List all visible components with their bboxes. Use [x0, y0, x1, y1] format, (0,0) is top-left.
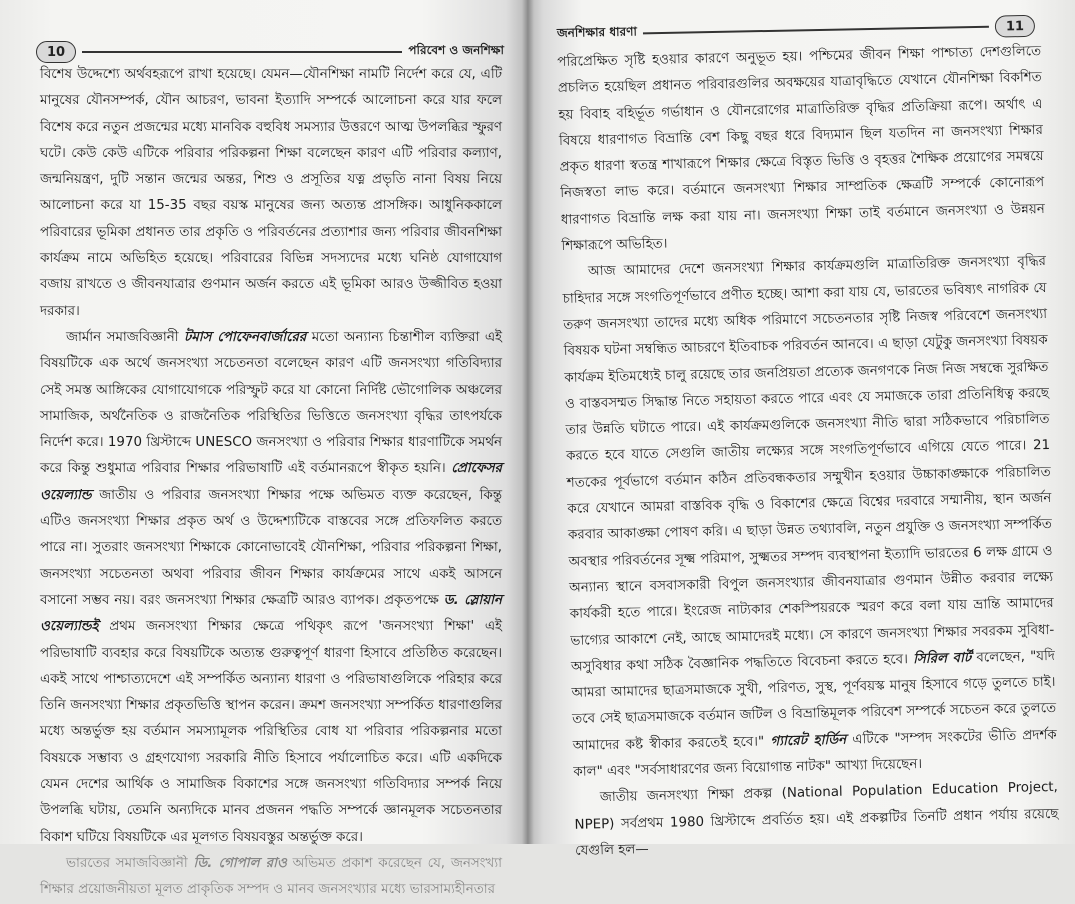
paragraph-text: প্রথম জনসংখ্যা শিক্ষার ক্ষেত্রে পথিকৃৎ রূপে 'জনসংখ্যা শিক্ষা' এই পরিভাষাটি ব্যবহার করে বিষয়টিকে অত্যন্ত গুরুত্বপূর্ণ ধারণা হিসাবে প্রতিষ্ঠিত করেছেন। একই সাথে পাশ্চাত্যদেশে এই সম্পর্কিত অন্যান্য ধারণা ও পরিভাষাগুলিকে পরিহার করে তিনি জনসংখ্যা শিক্ষার প্রকৃতভিত্তি স্থাপন করেন। ক্রমশ জনসংখ্যা সম্পর্কিত ধারণাগুলির মধ্যে অন্তর্ভুক্ত হয় বর্তমান সমস্যামূলক পরিস্থিতির বোধ যা পরিবার পরিকল্পনার মতো বিষয়কে সম্ভাব্য ও গ্রহণযোগ্য সরকারি নীতি হিসাবে পর্যালোচিত করে। এটি একদিকে যেমন দেশের আর্থিক ও সামাজিক বিকাশের সঙ্গে জনসংখ্যা গতিবিদ্যার সম্পর্ক নিয়ে উপলব্ধি ঘটায়, তেমনি অন্যদিকে মানব প্রজনন পদ্ধতি সম্পর্কে জ্ঞানমূলক সচেতনতার বিকাশ ঘটিয়ে বিষয়টিকে এর মূলগত বিষয়বস্তুর অন্তর্ভুক্ত করে।: [40, 619, 502, 845]
header-rule: [643, 26, 989, 35]
paragraph-text: জাতীয় জনসংখ্যা শিক্ষা প্রকল্প (National Population Education Project, NPEP) সর্বপ্রথম 1980 খ্রিস্টাব্দে প্রবর্তিত হয়। এই প্রকল্পটির তিনটি প্রধান পর্যায় রয়েছে যেগুলি হল—: [574, 780, 1059, 859]
paragraph-text: মতো অন্যান্য চিন্তাশীল ব্যক্তিরা এই বিষয়টিকে এক অর্থে জনসংখ্যা সচেতনতা বলেছেন কারণ এটি জনসংখ্যা গতিবিদ্যার সেই সমস্ত আঙ্গিকের যোগাযোগকে পরিস্ফুট করে যা কোনো নির্দিষ্ট ভৌগোলিক অঞ্চলের সামাজিক, অর্থনৈতিক ও রাজনৈতিক পরিস্থিতির ভিত্তিতে জনসংখ্যা বৃদ্ধির তাৎপর্যকে নির্দেশ করে। 1970 খ্রিস্টাব্দে UNESCO জনসংখ্যা ও পরিবার শিক্ষার ধারণাটিকে সমর্থন করে কিন্তু শুধুমাত্র পরিবার শিক্ষার পরিভাষাটি এই বর্তমানরূপে স্বীকৃত হয়নি।: [40, 329, 502, 477]
left-page-body: [40, 62, 502, 904]
emphasized-name: সিরিল বার্ট: [912, 650, 972, 667]
emphasized-name: ডি. গোপাল রাও: [193, 855, 287, 871]
paragraph-text: জার্মান সমাজবিজ্ঞানী: [66, 329, 185, 345]
emphasized-name: প্রোফেসর ওয়েল্যান্ড: [40, 461, 502, 503]
paragraph: [557, 39, 1046, 260]
paragraph-text: জাতীয় ও পরিবার জনসংখ্যা শিক্ষার পক্ষে অভিমত ব্যক্ত করেছেন, কিন্তু এটিও জনসংখ্যা শিক্ষার প্রকৃত অর্থ ও উদ্দেশ্যটিকে বাস্তবের সঙ্গে প্রতিফলিত করতে পারে না। সুতরাং জনসংখ্যা শিক্ষাকে কোনোভাবেই যৌনশিক্ষা, পরিবার পরিকল্পনা শিক্ষা, জনসংখ্যা সচেতনতা অথবা পরিবার জীবন শিক্ষার কার্যক্রমের সাথে একই আসনে বসানো সম্ভব নয়। বরং জনসংখ্যা শিক্ষার ক্ষেত্রটি আরও ব্যাপক। প্রকৃতপক্ষে: [40, 487, 502, 608]
emphasized-name: ড. স্লোয়ান ওয়েল্যান্ডই: [40, 592, 502, 635]
paragraph: [40, 851, 502, 904]
running-head: জনশিক্ষার ধারণা: [556, 24, 638, 40]
paragraph: [562, 249, 1058, 786]
paragraph-text: এটিকে "সম্পদ সংকটের ভীতি প্রদর্শক কাল" এবং "সর্বসাধারণের জন্য বিয়োগান্ত নাটক" আখ্যা দিয়েছেন।: [573, 727, 1057, 780]
paragraph-text: পরিপ্রেক্ষিত সৃষ্টি হওয়ার কারণে অনুভূত হয়। পশ্চিমের জীবন শিক্ষা পাশ্চাত্য দেশগুলিতে প্রচলিত হয়েছিল প্রধানত পরিবারগুলির অবক্ষয়ের যাত্রাবৃদ্ধিতে যেখানে যৌনশিক্ষা বিকশিত হয় বিবাহ বহির্ভূত গর্ভাধান ও যৌনরোগের মাত্রাতিরিক্ত বৃদ্ধির প্রতিক্রিয়া রূপে। অর্থাৎ এ বিষয়ে ধারণাগত বিভ্রান্তি বেশ কিছু বছর ধরে বিদ্যমান ছিল যতদিন না জনসংখ্যা শিক্ষার প্রকৃত ধারণা স্বতন্ত্র শাখারূপে শিক্ষার ক্ষেত্রে বিস্তৃত ভিত্তি ও বৃহত্তর শৈক্ষিক প্রয়োগের সমন্বয়ে নিজস্বতা লাভ করে। বর্তমানে জনসংখ্যা শিক্ষার সাম্প্রতিক ক্ষেত্রটি সম্পর্কে কোনোরূপ ধারণাগত বিভ্রান্তি লক্ষ করা যায় না। জনসংখ্যা শিক্ষা তাই বর্তমানে জনসংখ্যা ও উন্নয়ন শিক্ষারূপে অভিহিত।: [557, 44, 1045, 255]
paragraph: [40, 62, 502, 325]
paragraph: [574, 775, 1060, 865]
header-rule: [82, 51, 402, 53]
left-page: [0, 0, 527, 898]
page-number: 11: [995, 15, 1035, 38]
right-page-body: [557, 39, 1059, 865]
right-page: [527, 0, 1075, 859]
running-head: পরিবেশ ও জনশিক্ষা: [408, 43, 504, 57]
paragraph-text: বিশেষ উদ্দেশ্যে অর্থবহরূপে রাখা হয়েছে। যেমন—যৌনশিক্ষা নামটি নির্দেশ করে যে, এটি মানুষের যৌনসম্পর্ক, যৌন আচরণ, ভাবনা ইত্যাদি সম্পর্কে আলোচনা করে যার ফলে বিশেষ করে নতুন প্রজন্মের মধ্যে মানবিক বহুবিধ সমস্যার উত্তরণে আত্ম উপলব্ধির স্ফুরণ ঘটে। কেউ কেউ এটিকে পরিবার পরিকল্পনা শিক্ষা বলেছেন কারণ এটি পরিবার কল্যাণ, জন্মনিয়ন্ত্রণ, দুটি সন্তান জন্মের অন্তর, শিশু ও প্রসূতির যত্ন প্রভৃতি নানা বিষয় নিয়ে আলোচনা করে যা 15-35 বছর বয়স্ক মানুষের জন্য অত্যন্ত প্রাসঙ্গিক। আধুনিককালে পরিবারের ভূমিকা প্রধানত তার প্রকৃতি ও পরিবর্তনের প্রত্যাশার জন্য পরিবার জীবনশিক্ষা কার্যক্রম নামে অভিহিত হয়েছে। পরিবারের বিভিন্ন সদস্যদের মধ্যে ঘনিষ্ঠ যোগাযোগ বজায় রাখতে ও জীবনযাত্রার গুণমান অর্জন করতে এই ভূমিকা আরও উজ্জীবিত হওয়া দরকার।: [40, 67, 502, 319]
page-number: 10: [36, 41, 76, 63]
book-gutter: [522, 0, 534, 844]
paragraph: [40, 325, 502, 851]
emphasized-name: গ্যারেট হার্ডিন: [770, 732, 847, 750]
paragraph-text: ভারতের সমাজবিজ্ঞানী: [66, 855, 194, 871]
emphasized-name: টমাস পোফেনবার্জারের: [184, 329, 307, 345]
paragraph-text: অভিমত প্রকাশ করেছেন যে, জনসংখ্যা শিক্ষার প্রয়োজনীয়তা মূলত প্রাকৃতিক সম্পদ ও মানব জনসংখ্যার মধ্যে ভারসাম্যহীনতার: [40, 855, 502, 898]
paragraph-text: বলেছেন, "যদি আমরা আমাদের ছাত্রসমাজকে সুখী, পরিণত, সুস্থ, পূর্ণবয়স্ক মানুষ হিসাবে গড়ে তুলতে চাই। তবে সেই ছাত্রসমাজকে বর্তমান জটিল ও বিভ্রান্তিমূলক পরিবেশ সম্পর্কে সচেতন করে তুলতে আমাদের কষ্ট স্বীকার করতেই হবে।": [571, 648, 1057, 754]
paragraph-text: আজ আমাদের দেশে জনসংখ্যা শিক্ষার কার্যক্রমগুলি মাত্রাতিরিক্ত জনসংখ্যা বৃদ্ধির চাহিদার সঙ্গে সংগতিপূর্ণভাবে প্রণীত হচ্ছে। আশা করা যায় যে, ভারতের ভবিষ্যৎ নাগরিক যে তরুণ জনসংখ্যা তাদের মধ্যে অধিক পরিমাণে সচেতনতার সৃষ্টি নিজস্ব পরিবেশে জনসংখ্যা বিষয়ক ঘটনা সম্বন্ধিত আচরণে ইতিবাচক পরিবর্তন আনবে। এ ছাড়া যেটুকু জনসংখ্যা বিষয়ক কার্যক্রম ইতিমধ্যেই চালু রয়েছে তার জনপ্রিয়তা প্রত্যেক জনগণকে নিজ নিজ সম্বন্ধে সুরক্ষিত ও বাস্তবসম্মত সিদ্ধান্ত নিতে সহায়তা করতে পারে এবং যে সমাজকে তারা প্রতিনিধিত্ব করছে তার উন্নতি ঘটাতে পারে। এই কার্যক্রমগুলিকে জনসংখ্যা নীতি দ্বারা সঠিকভাবে পরিচালিত করতে হবে যাতে সেগুলি জাতীয় লক্ষ্যের সঙ্গে সংগতিপূর্ণভাবে এগিয়ে যেতে পারে। 21 শতকের পূর্বভাগে বর্তমান কঠিন প্রতিবন্ধকতার সম্মুখীন হওয়ার উচ্চাকাঙ্ক্ষাকে পরিচালিত করে যেখানে আমরা বাস্তবিক বৃদ্ধি ও বিকাশের ক্ষেত্রে বিশ্বের দরবারে সম্মানীয়, স্থান অর্জন করবার আকাঙ্ক্ষা পোষণ করি। এ ছাড়া উন্নত তথ্যাবলি, নতুন প্রযুক্তি ও জনসংখ্যা সম্পর্কিত অবস্থার পরিবর্তনের সূক্ষ্ম পরিমাপ, সুক্ষ্মতর সম্পদ ব্যবস্থাপনা ইত্যাদি ভারতের 6 লক্ষ গ্রামে ও অন্যান্য স্থানে বসবাসকারী বিপুল জনসংখ্যার জীবনযাত্রার গুণমান উন্নীত করবার লক্ষ্যে কার্যকরী হতে পারে। ইংরেজ নাট্যকার শেকস্পিয়রকে স্মরণ করে বলা যায় ভ্রান্তি আমাদের ভাগ্যের আকাশে নেই, আছে আমাদেরই মধ্যে। সে কারণে জনসংখ্যা শিক্ষার সবরকম সুবিধা-অসুবিধার কথা সঠিক বৈজ্ঞানিক পদ্ধতিতে বিবেচনা করতে হবে।: [562, 254, 1055, 675]
